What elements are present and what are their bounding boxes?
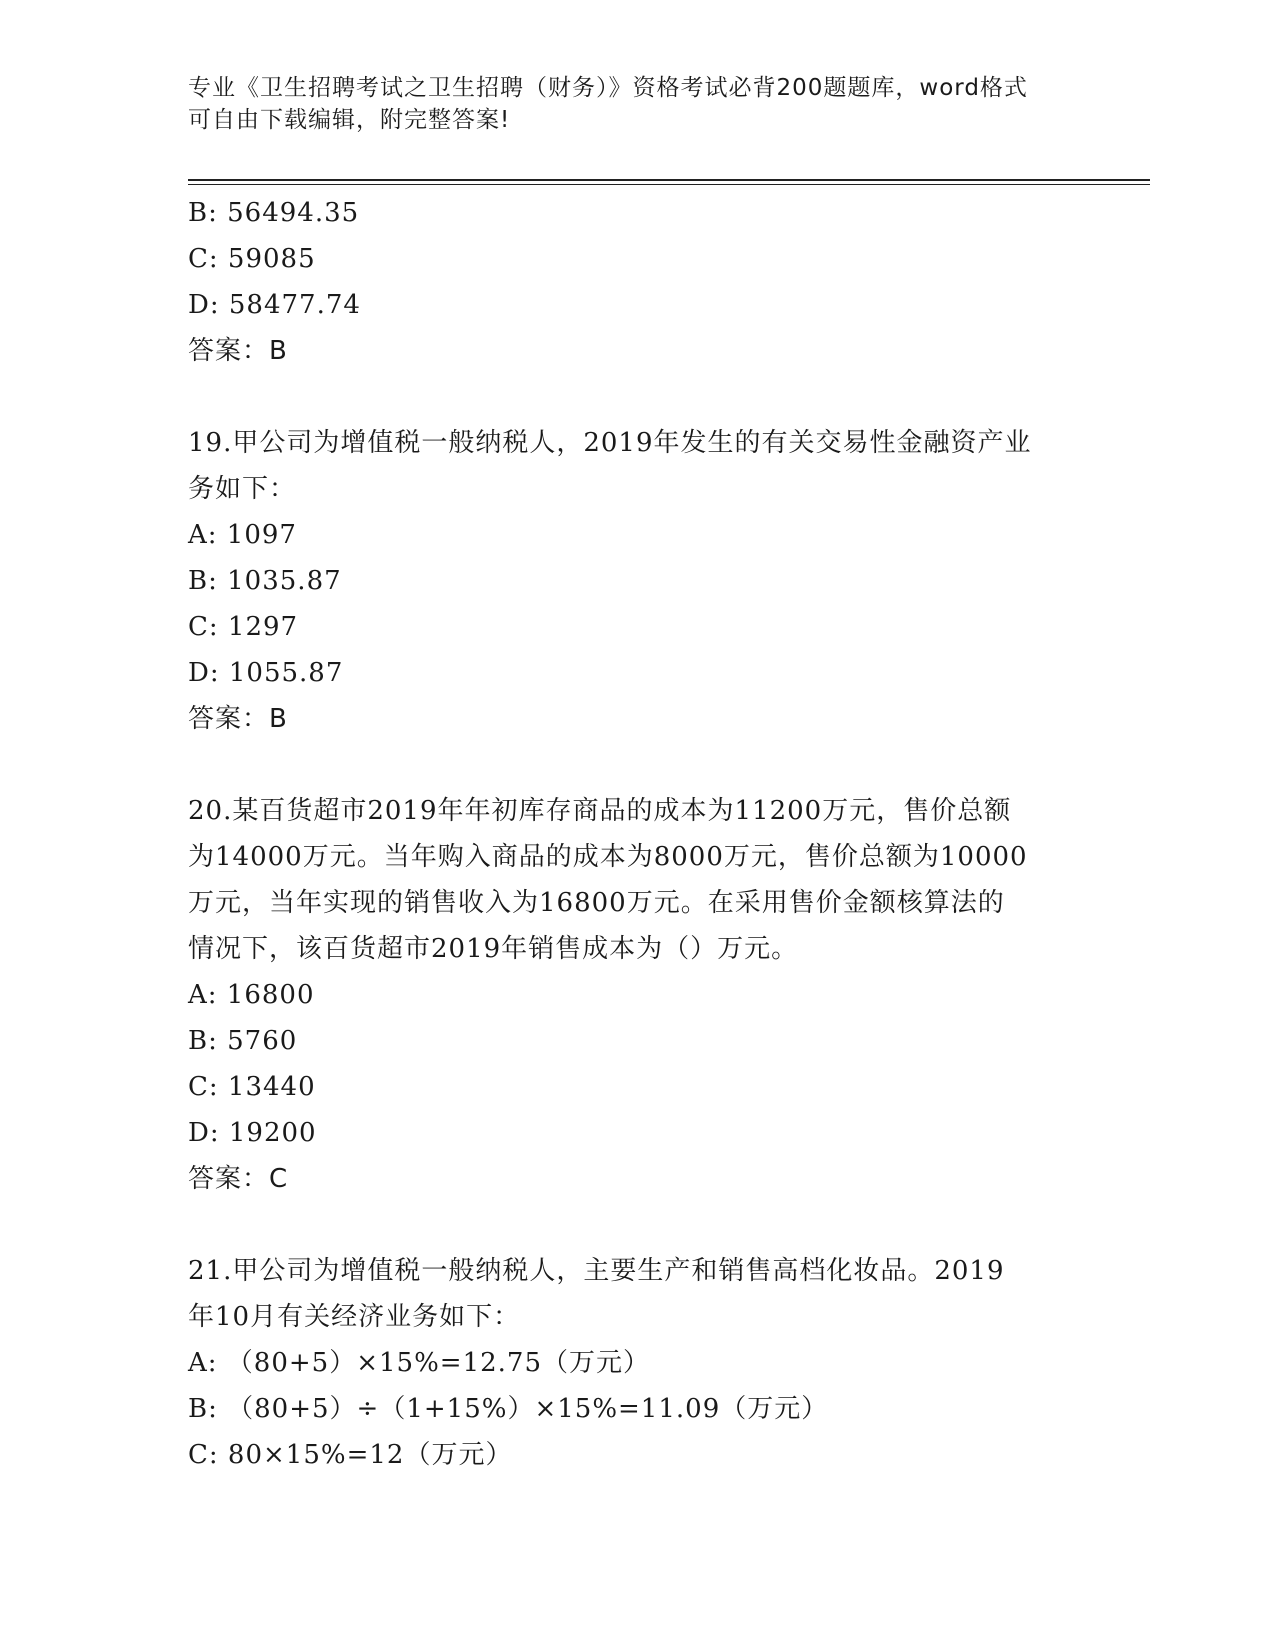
question-text-line: 万元，当年实现的销售收入为16800万元。在采用售价金额核算法的 (188, 888, 1005, 918)
question-18-tail (188, 190, 1088, 374)
header-line-2: 可自由下载编辑，附完整答案! (188, 107, 511, 133)
question-21 (188, 1248, 1088, 1478)
question-text-line: 19.甲公司为增值税一般纳税人，2019年发生的有关交易性金融资产业 (188, 428, 1032, 458)
option-b: B: 1035.87 (188, 566, 342, 596)
option-b: B: 56494.35 (188, 198, 360, 228)
option-b: B: 5760 (188, 1026, 298, 1056)
option-a: A: 1097 (188, 520, 297, 550)
option-c: C: 1297 (188, 612, 299, 642)
option-c: C: 80×15%=12（万元） (188, 1440, 513, 1470)
option-b: B: （80+5）÷（1+15%）×15%=11.09（万元） (188, 1394, 829, 1424)
header-divider-thin (188, 184, 1150, 185)
question-text-line: 21.甲公司为增值税一般纳税人，主要生产和销售高档化妆品。2019 (188, 1256, 1005, 1286)
option-c: C: 13440 (188, 1072, 316, 1102)
answer-line: 答案：B (188, 336, 288, 366)
header-divider-thick (188, 179, 1150, 181)
header-line-1: 专业《卫生招聘考试之卫生招聘（财务）》资格考试必背200题题库，word格式 (188, 75, 1028, 101)
answer-line: 答案：B (188, 704, 288, 734)
option-c: C: 59085 (188, 244, 316, 274)
question-19 (188, 420, 1088, 742)
question-text-line: 年10月有关经济业务如下： (188, 1302, 521, 1332)
spacer (188, 1202, 1088, 1248)
question-text-line: 20.某百货超市2019年年初库存商品的成本为11200万元，售价总额 (188, 796, 1012, 826)
option-d: D: 19200 (188, 1118, 317, 1148)
question-20 (188, 788, 1088, 1202)
option-a: A: 16800 (188, 980, 315, 1010)
document-body (188, 190, 1088, 1478)
question-text-line: 为14000万元。当年购入商品的成本为8000万元，售价总额为10000 (188, 842, 1028, 872)
question-text-line: 情况下，该百货超市2019年销售成本为（）万元。 (188, 934, 799, 964)
document-header (188, 72, 1088, 136)
option-d: D: 58477.74 (188, 290, 361, 320)
answer-line: 答案：C (188, 1164, 289, 1194)
option-a: A: （80+5）×15%=12.75（万元） (188, 1348, 651, 1378)
spacer (188, 742, 1088, 788)
spacer (188, 374, 1088, 420)
option-d: D: 1055.87 (188, 658, 344, 688)
question-text-line: 务如下： (188, 474, 297, 504)
